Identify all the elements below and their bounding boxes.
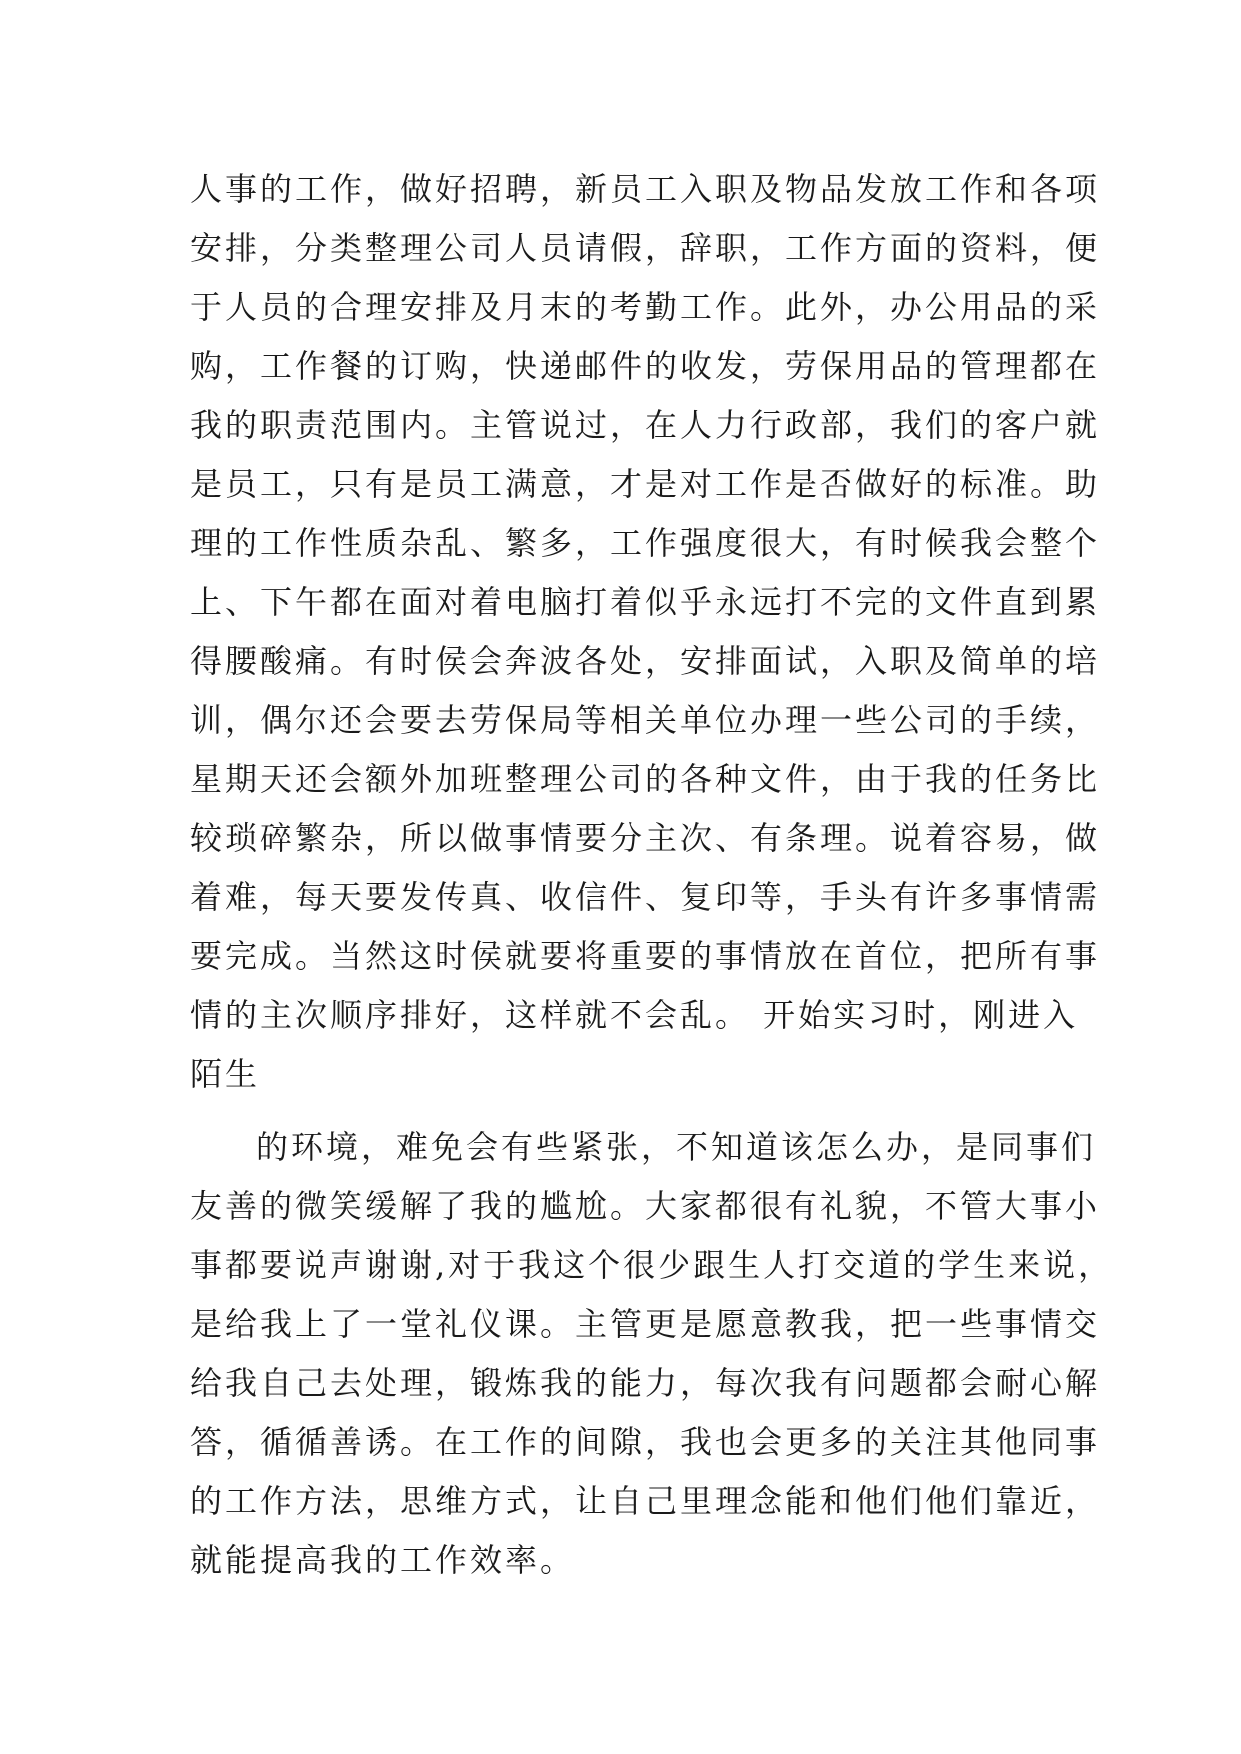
- text-line: 较琐碎繁杂，所以做事情要分主次、有条理。说着容易，做: [190, 819, 1101, 857]
- text-line: 得腰酸痛。有时侯会奔波各处，安排面试，入职及简单的培: [190, 642, 1101, 680]
- text-line: 着难，每天要发传真、收信件、复印等，手头有许多事情需: [190, 878, 1101, 916]
- text-line: 星期天还会额外加班整理公司的各种文件，由于我的任务比: [190, 760, 1101, 798]
- document-body: [190, 160, 1114, 1590]
- text-line: 是给我上了一堂礼仪课。主管更是愿意教我，把一些事情交: [190, 1305, 1101, 1343]
- text-line: 友善的微笑缓解了我的尴尬。大家都很有礼貌，不管大事小: [190, 1187, 1101, 1225]
- text-line: 购，工作餐的订购，快递邮件的收发，劳保用品的管理都在: [190, 347, 1101, 385]
- paragraph-2: [190, 1118, 1114, 1590]
- text-line: 是员工，只有是员工满意，才是对工作是否做好的标准。助: [190, 465, 1101, 503]
- text-line: 人事的工作，做好招聘，新员工入职及物品发放工作和各项: [190, 170, 1101, 208]
- text-line: 的环境，难免会有些紧张，不知道该怎么办，是同事们: [256, 1128, 1097, 1166]
- text-line: 的工作方法，思维方式，让自己里理念能和他们他们靠近，: [190, 1482, 1101, 1520]
- text-line: 就能提高我的工作效率。: [190, 1541, 576, 1579]
- text-line: 于人员的合理安排及月末的考勤工作。此外，办公用品的采: [190, 288, 1101, 326]
- text-line: 我的职责范围内。主管说过，在人力行政部，我们的客户就: [190, 406, 1101, 444]
- text-line: 给我自己去处理，锻炼我的能力，每次我有问题都会耐心解: [190, 1364, 1101, 1402]
- text-line: 答，循循善诱。在工作的间隙，我也会更多的关注其他同事: [190, 1423, 1101, 1461]
- text-line: 事都要说声谢谢,对于我这个很少跟生人打交道的学生来说，: [190, 1246, 1114, 1284]
- text-line: 上、下午都在面对着电脑打着似乎永远打不完的文件直到累: [190, 583, 1101, 621]
- text-line: 要完成。当然这时侯就要将重要的事情放在首位，把所有事: [190, 937, 1101, 975]
- paragraph-1: [190, 160, 1101, 1104]
- text-line: 理的工作性质杂乱、繁多，工作强度很大，有时候我会整个: [190, 524, 1101, 562]
- text-line: 陌生: [190, 1055, 261, 1093]
- text-line: 情的主次顺序排好，这样就不会乱。 开始实习时，刚进入: [190, 996, 1079, 1034]
- text-line: 训，偶尔还会要去劳保局等相关单位办理一些公司的手续，: [190, 701, 1101, 739]
- text-line: 安排，分类整理公司人员请假，辞职，工作方面的资料，便: [190, 229, 1101, 267]
